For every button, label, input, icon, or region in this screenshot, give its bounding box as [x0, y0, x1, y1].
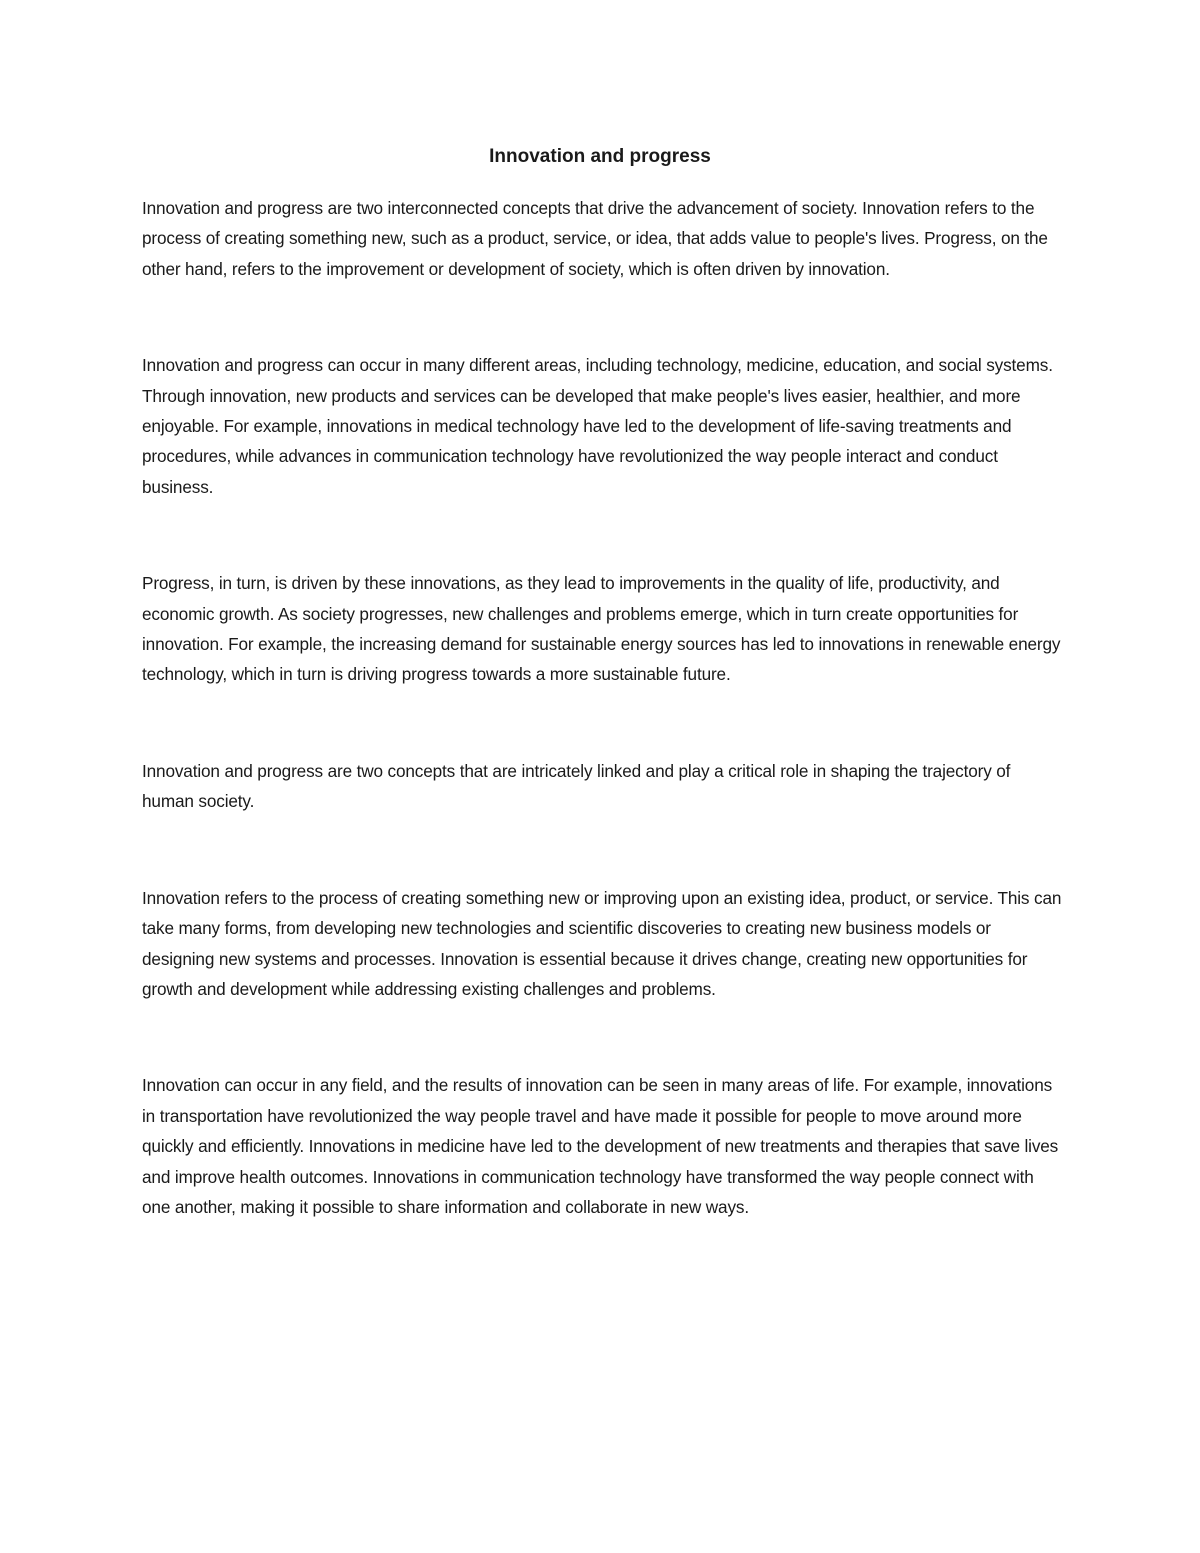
paragraph: Innovation and progress are two interconnected concepts that drive the advancement of society. Innovation refers to the process of creating something new, such as a product, service, or idea, that adds value to people's lives. Progress, on the other hand, refers to the improvement or development of society, which is often driven by innovation. [142, 198, 1048, 279]
paragraph: Innovation and progress can occur in many different areas, including technology, medicine, education, and social systems. Through innovation, new products and services can be developed that make people's lives easier, healthier, and more enjoyable. For example, innovations in medical technology have led to the development of life-saving treatments and procedures, while advances in communication technology have revolutionized the way people interact and conduct business. [142, 355, 1053, 497]
paragraph: Innovation refers to the process of creating something new or improving upon an existing idea, product, or service. This can take many forms, from developing new technologies and scientific discoveries to creating new business models or designing new systems and processes. Innovation is essential because it drives change, creating new opportunities for growth and development while addressing existing challenges and problems. [142, 887, 1062, 999]
paragraph: Progress, in turn, is driven by these innovations, as they lead to improvements in the quality of life, productivity, and economic growth. As society progresses, new challenges and problems emerge, which in turn create opportunities for innovation. For example, the increasing demand for sustainable energy sources has led to innovations in renewable energy technology, which in turn is driving progress towards a more sustainable future. [142, 573, 1061, 685]
document-title: Innovation and progress [489, 146, 711, 167]
paragraph: Innovation can occur in any field, and the results of innovation can be seen in many areas of life. For example, innovations in transportation have revolutionized the way people travel and have made it possible for people to move around more quickly and efficiently. Innovations in medicine have led to the development of new treatments and therapies that save lives and improve health outcomes. Innovations in communication technology have transformed the way people connect with one another, making it possible to share information and collaborate in new ways. [142, 1075, 1059, 1217]
document-body [142, 193, 1062, 1222]
paragraph: Innovation and progress are two concepts that are intricately linked and play a critical role in shaping the trajectory of human society. [142, 760, 1011, 812]
